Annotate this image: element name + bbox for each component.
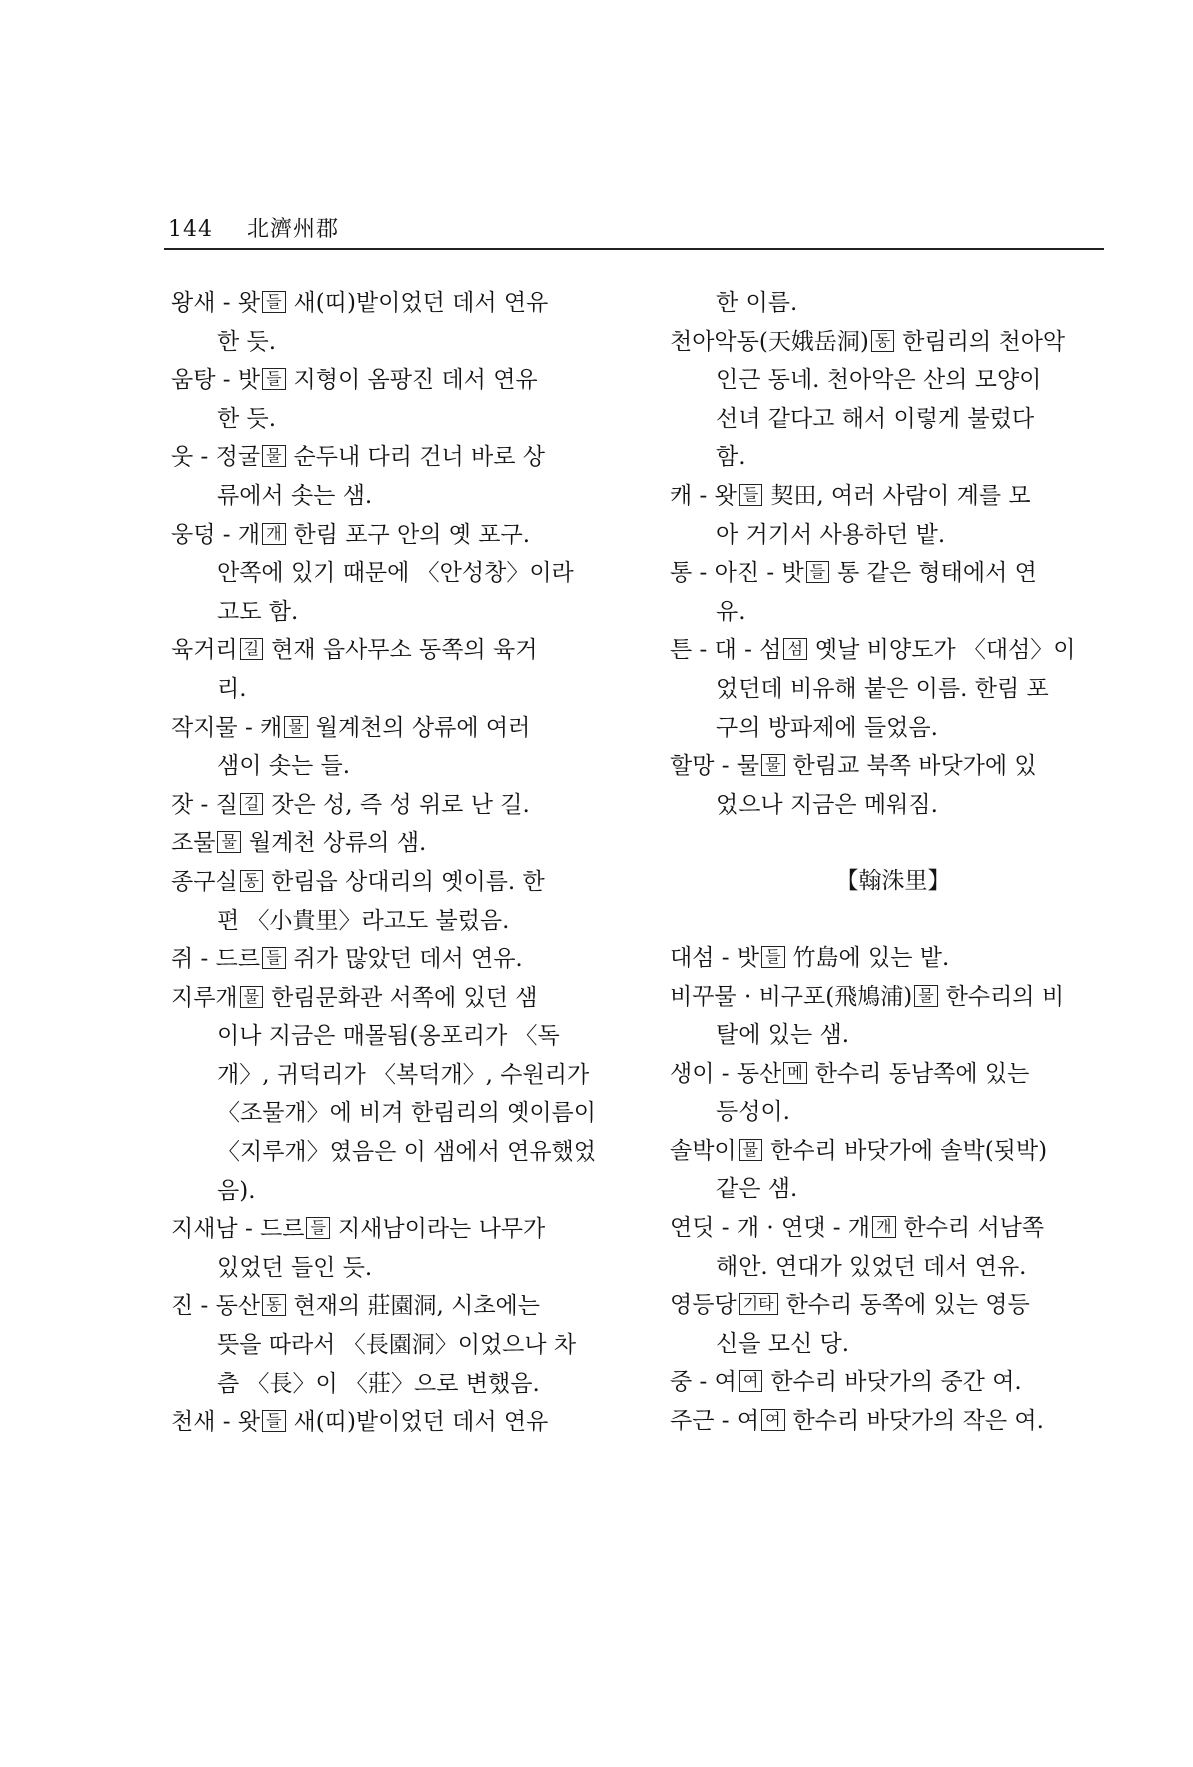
entry-continuation: 안쪽에 있기 때문에 〈안성창〉이라 — [217, 560, 574, 587]
entry-continuation: 한 듯. — [217, 328, 277, 355]
glossary-entry — [171, 361, 617, 438]
category-tag: 물 — [284, 716, 307, 738]
glossary-entry — [171, 1287, 617, 1403]
category-tag: 들 — [262, 1410, 285, 1432]
category-tag: 들 — [262, 947, 285, 969]
header-rule — [164, 248, 1104, 250]
glossary-entry — [670, 477, 1116, 554]
entry-continuation: 신을 모신 당. — [716, 1330, 850, 1357]
category-tag: 물 — [262, 445, 285, 467]
glossary-entry — [171, 1210, 617, 1287]
entry-continuation: 한 듯. — [217, 405, 277, 432]
entry-headword: 웅덩 - 개 — [171, 521, 261, 548]
entry-continuation: 었으나 지금은 메워짐. — [716, 791, 938, 818]
category-tag: 들 — [262, 291, 285, 313]
entry-headword: 종구실 — [171, 868, 238, 895]
glossary-entry — [670, 747, 1116, 824]
entry-definition: 한림 포구 안의 옛 포구. — [293, 521, 531, 548]
category-tag: 들 — [739, 484, 762, 506]
entry-definition: 한수리 바닷가의 작은 여. — [792, 1408, 1044, 1435]
entry-definition: 한수리 동쪽에 있는 영등 — [785, 1292, 1030, 1319]
glossary-entry — [670, 1402, 1116, 1441]
entry-continuation: 등성이. — [716, 1099, 790, 1126]
glossary-entry — [171, 516, 617, 632]
entry-headword: 캐 - 왓 — [670, 482, 737, 509]
entry-definition: 월계천의 상류에 여러 — [315, 714, 531, 741]
glossary-entry — [171, 940, 617, 979]
entry-definition: 통 같은 형태에서 연 — [837, 560, 1037, 587]
glossary-entry — [171, 824, 617, 863]
glossary-entry — [670, 554, 1116, 631]
entry-definition: 월계천 상류의 샘. — [248, 830, 427, 857]
entry-headword: 진 - 동산 — [171, 1293, 261, 1320]
entry-definition: 竹島에 있는 밭. — [792, 944, 950, 971]
category-tag: 동 — [240, 870, 263, 892]
category-tag: 길 — [240, 793, 263, 815]
entry-headword: 왕새 - 왓 — [171, 290, 261, 316]
entry-continuation: 이나 지금은 매몰됨(옹포리가 〈독 — [217, 1023, 560, 1050]
entry-definition: 契田, 여러 사람이 계를 모 — [770, 482, 1031, 509]
entry-headword: 조물 — [171, 830, 216, 857]
category-tag: 물 — [217, 831, 240, 853]
entry-definition: 한수리 동남쪽에 있는 — [814, 1060, 1030, 1087]
category-tag: 메 — [783, 1062, 806, 1084]
entry-headword: 할망 - 물 — [670, 753, 760, 780]
entry-headword: 솔박이 — [670, 1137, 737, 1164]
page-number: 144 — [168, 217, 213, 242]
glossary-entry — [670, 1286, 1116, 1363]
category-tag: 들 — [262, 368, 285, 390]
entry-definition: 순두내 다리 건너 바로 상 — [293, 444, 545, 471]
entry-continuation: 고도 함. — [217, 598, 299, 625]
entry-continuation: 함. — [716, 444, 746, 471]
running-header — [168, 212, 339, 243]
glossary-entry — [670, 284, 1116, 323]
glossary-entry — [171, 709, 617, 786]
entry-continuation: 있었던 들인 듯. — [217, 1254, 373, 1281]
category-tag: 물 — [739, 1139, 762, 1161]
entry-continuation: 〈조물개〉에 비겨 한림리의 옛이름이 — [217, 1100, 596, 1127]
entry-continuation: 개〉, 귀덕리가 〈복덕개〉, 수원리가 — [217, 1061, 590, 1088]
entry-definition: 새(띠)밭이었던 데서 연유 — [293, 290, 549, 316]
entry-headword: 튼 - 대 - 섬 — [670, 637, 782, 664]
header-title: 北濟州郡 — [247, 217, 340, 242]
entry-continuation: 인근 동네. 천아악은 산의 모양이 — [716, 367, 1042, 394]
entry-continuation: 류에서 솟는 샘. — [217, 482, 373, 509]
entry-headword: 잣 - 질 — [171, 791, 238, 818]
glossary-entry — [171, 1403, 617, 1442]
entry-headword: 주근 - 여 — [670, 1408, 760, 1435]
entry-headword: 작지물 - 캐 — [171, 714, 283, 741]
entry-headword: 지루개 — [171, 984, 238, 1011]
entry-continuation: 한 이름. — [716, 290, 798, 316]
category-tag: 들 — [306, 1217, 329, 1239]
entry-definition: 한수리의 비 — [945, 983, 1065, 1010]
entry-definition: 지형이 옴팡진 데서 연유 — [293, 367, 538, 394]
entry-definition: 한림읍 상대리의 옛이름. 한 — [271, 868, 545, 895]
entry-definition: 지새남이라는 나무가 — [337, 1216, 546, 1243]
entry-continuation: 었던데 비유해 붙은 이름. 한림 포 — [716, 675, 1049, 702]
glossary-entry — [171, 438, 617, 515]
entry-continuation: 샘이 솟는 들. — [217, 753, 351, 780]
glossary-entry — [670, 978, 1116, 1055]
glossary-entry — [670, 1055, 1116, 1132]
category-tag: 물 — [240, 986, 263, 1008]
entry-definition: 현재 읍사무소 동쪽의 육거 — [271, 637, 538, 664]
glossary-entry — [171, 863, 617, 940]
entry-definition: 한림교 북쪽 바닷가에 있 — [792, 753, 1037, 780]
entry-continuation: 〈지루개〉였음은 이 샘에서 연유했었 — [217, 1139, 596, 1166]
entry-headword: 천아악동(天娥岳洞) — [670, 328, 869, 355]
entry-headword: 통 - 아진 - 밧 — [670, 560, 804, 587]
entry-continuation: 같은 샘. — [716, 1176, 798, 1203]
category-tag: 섬 — [783, 638, 806, 660]
entry-definition: 한수리 바닷가의 중간 여. — [770, 1369, 1022, 1396]
category-tag: 물 — [761, 754, 784, 776]
entry-headword: 생이 - 동산 — [670, 1060, 782, 1087]
entry-continuation: 유. — [716, 598, 746, 625]
glossary-entry — [171, 979, 617, 1211]
entry-continuation: 츰 〈長〉이 〈莊〉으로 변했음. — [217, 1370, 540, 1397]
entry-continuation: 해안. 연대가 있었던 데서 연유. — [716, 1253, 1027, 1280]
entry-continuation: 구의 방파제에 들었음. — [716, 714, 938, 741]
glossary-entry — [670, 939, 1116, 978]
category-tag: 개 — [262, 523, 285, 545]
entry-continuation: 편 〈小貴里〉라고도 불렀음. — [217, 907, 510, 934]
right-column-top — [670, 284, 1116, 824]
entry-continuation: 아 거기서 사용하던 밭. — [716, 521, 946, 548]
entry-headword: 지새남 - 드르 — [171, 1216, 305, 1243]
entry-headword: 영등당 — [670, 1292, 737, 1319]
glossary-entry — [670, 1363, 1116, 1402]
entry-definition: 현재의 莊園洞, 시초에는 — [293, 1293, 540, 1320]
entry-definition: 한림리의 천아악 — [902, 328, 1066, 355]
category-tag: 개 — [872, 1216, 895, 1238]
entry-continuation: 탈에 있는 샘. — [716, 1022, 850, 1049]
category-tag: 기타 — [739, 1293, 778, 1315]
category-tag: 동 — [262, 1294, 285, 1316]
entry-definition: 쥐가 많았던 데서 연유. — [293, 946, 523, 973]
entry-continuation: 음). — [217, 1177, 256, 1204]
glossary-entry — [171, 284, 617, 361]
section-heading: 【翰洙里】 — [835, 868, 951, 895]
entry-headword: 비꾸물 · 비구포(飛鳩浦) — [670, 983, 913, 1010]
entry-definition: 잣은 성, 즉 성 위로 난 길. — [271, 791, 530, 818]
entry-headword: 쥐 - 드르 — [171, 946, 261, 973]
glossary-entry — [171, 631, 617, 708]
entry-continuation: 리. — [217, 675, 247, 702]
entry-headword: 천새 - 왓 — [171, 1409, 261, 1436]
entry-headword: 연딧 - 개 · 연댓 - 개 — [670, 1215, 871, 1242]
glossary-entry — [670, 323, 1116, 477]
entry-definition: 한림문화관 서쪽에 있던 샘 — [271, 984, 538, 1011]
category-tag: 물 — [914, 985, 937, 1007]
category-tag: 들 — [806, 561, 829, 583]
category-tag: 동 — [871, 330, 894, 352]
category-tag: 길 — [240, 638, 263, 660]
category-tag: 여 — [761, 1409, 784, 1431]
entry-headword: 육거리 — [171, 637, 238, 664]
glossary-entry — [171, 786, 617, 825]
entry-continuation: 뜻을 따라서 〈長園洞〉이었으나 차 — [217, 1332, 577, 1359]
entry-definition: 한수리 바닷가에 솔박(됫박) — [770, 1137, 1048, 1164]
entry-headword: 웃 - 정굴 — [171, 444, 261, 471]
entry-headword: 대섬 - 밧 — [670, 944, 760, 971]
glossary-entry — [670, 1209, 1116, 1286]
glossary-entry — [670, 1132, 1116, 1209]
right-column-bottom — [670, 939, 1116, 1441]
entry-definition: 한수리 서남쪽 — [903, 1215, 1045, 1242]
left-column — [171, 284, 617, 1442]
entry-continuation: 선녀 같다고 해서 이렇게 불렀다 — [716, 405, 1035, 432]
entry-headword: 중 - 여 — [670, 1369, 737, 1396]
category-tag: 여 — [739, 1370, 762, 1392]
entry-definition: 새(띠)밭이었던 데서 연유 — [293, 1409, 549, 1436]
entry-headword: 움탕 - 밧 — [171, 367, 261, 394]
entry-definition: 옛날 비양도가 〈대섬〉이 — [814, 637, 1076, 664]
category-tag: 들 — [761, 946, 784, 968]
right-column — [670, 284, 1116, 1441]
glossary-entry — [670, 631, 1116, 747]
